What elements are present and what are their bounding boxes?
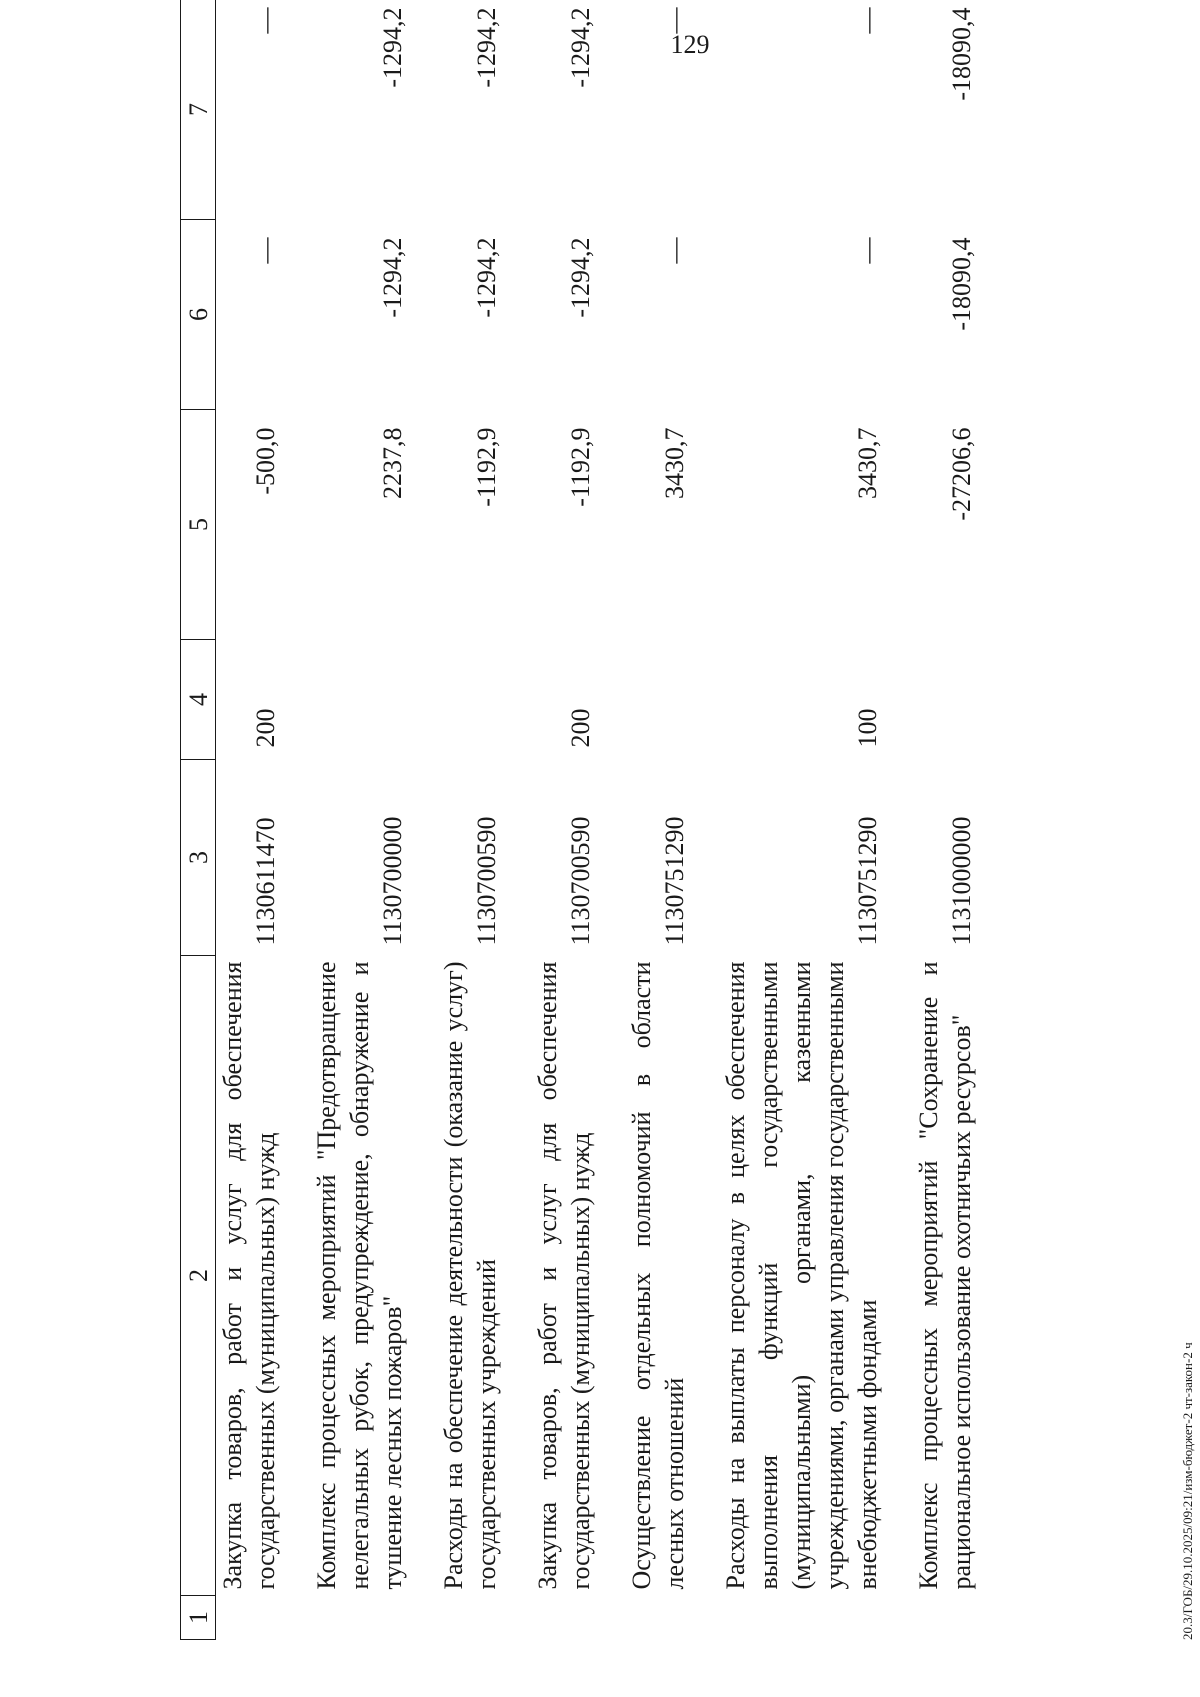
row-value-5: -1192,9	[566, 427, 595, 507]
row-type: 100	[853, 708, 882, 748]
row-value-7: —	[251, 7, 280, 34]
table-row	[719, 0, 884, 1640]
row-value-6: —	[660, 237, 689, 264]
row-value-7: -1294,2	[472, 7, 501, 88]
row-code: 1131000000	[947, 816, 976, 946]
header-col-5: 5	[181, 410, 216, 640]
header-col-4: 4	[181, 640, 216, 760]
table-row	[625, 0, 691, 1640]
table-row	[216, 0, 283, 1640]
row-value-6: -18090,4	[947, 237, 976, 331]
row-value-5: -500,0	[251, 427, 280, 495]
row-value-5: 3430,7	[853, 427, 882, 499]
row-code: 1130611470	[251, 817, 280, 946]
row-type	[310, 640, 409, 760]
row-type	[912, 640, 978, 760]
table-row	[310, 0, 409, 1640]
row-code: 1130751290	[660, 816, 689, 946]
row-value-5: 3430,7	[660, 427, 689, 499]
row-name: Комплекс процессных мероприятий "Сохранение и рациональное использование охотничьих ресурсов"	[914, 961, 976, 1590]
row-name: Расходы на обеспечение деятельности (оказание услуг) государственных учреждений	[439, 961, 501, 1590]
header-col-6: 6	[181, 220, 216, 410]
row-value-5: -1192,9	[472, 427, 501, 507]
row-name: Закупка товаров, работ и услуг для обеспечения государственных (муниципальных) нужд	[218, 961, 280, 1590]
row-value-6: -1294,2	[472, 237, 501, 318]
row-value-7: -1294,2	[378, 7, 407, 88]
row-value-7: -18090,4	[947, 7, 976, 101]
row-value-5: 2237,8	[378, 427, 407, 499]
row-value-6: -1294,2	[378, 237, 407, 318]
row-value-6: —	[853, 237, 882, 264]
row-type	[625, 640, 691, 760]
row-value-6: -1294,2	[566, 237, 595, 318]
row-type	[437, 640, 503, 760]
row-name: Осуществление отдельных полномочий в области лесных отношений	[627, 961, 689, 1590]
header-col-2: 2	[181, 956, 216, 1596]
row-value-7: —	[660, 7, 689, 34]
row-name: Расходы на выплаты персоналу в целях обеспечения выполнения функций государственными (муниципальными) органами, казенными учреждениями, органами управления государственными внебюджетными фондами	[721, 961, 882, 1590]
header-row	[181, 0, 216, 1640]
row-name: Закупка товаров, работ и услуг для обеспечения государственных (муниципальных) нужд	[533, 961, 595, 1590]
header-col-7: 7	[181, 0, 216, 220]
row-name: Комплекс процессных мероприятий "Предотвращение нелегальных рубок, предупреждение, обнаружение и тушение лесных пожаров"	[312, 961, 407, 1590]
header-col-3: 3	[181, 760, 216, 956]
row-code: 1130751290	[853, 816, 882, 946]
row-type: 200	[566, 708, 595, 748]
table-row	[912, 0, 978, 1640]
footer-note: 20.3/ГОБ/29.10.2025/09:21/изм-бюджет-2 чт-закон-2 ч	[1180, 1342, 1195, 1640]
header-col-1: 1	[181, 1596, 216, 1640]
row-value-6: —	[251, 237, 280, 264]
row-value-7: -1294,2	[566, 7, 595, 88]
row-code: 1130700000	[378, 816, 407, 946]
table-row	[531, 0, 597, 1640]
row-value-5: -27206,6	[947, 427, 976, 521]
row-value-7: —	[853, 7, 882, 34]
row-code: 1130700590	[472, 816, 501, 946]
page-number: 129	[670, 30, 710, 59]
budget-table	[180, 0, 978, 1640]
budget-sheet	[180, 0, 1050, 1640]
row-code: 1130700590	[566, 816, 595, 946]
row-type: 200	[251, 708, 280, 748]
table-row	[437, 0, 503, 1640]
